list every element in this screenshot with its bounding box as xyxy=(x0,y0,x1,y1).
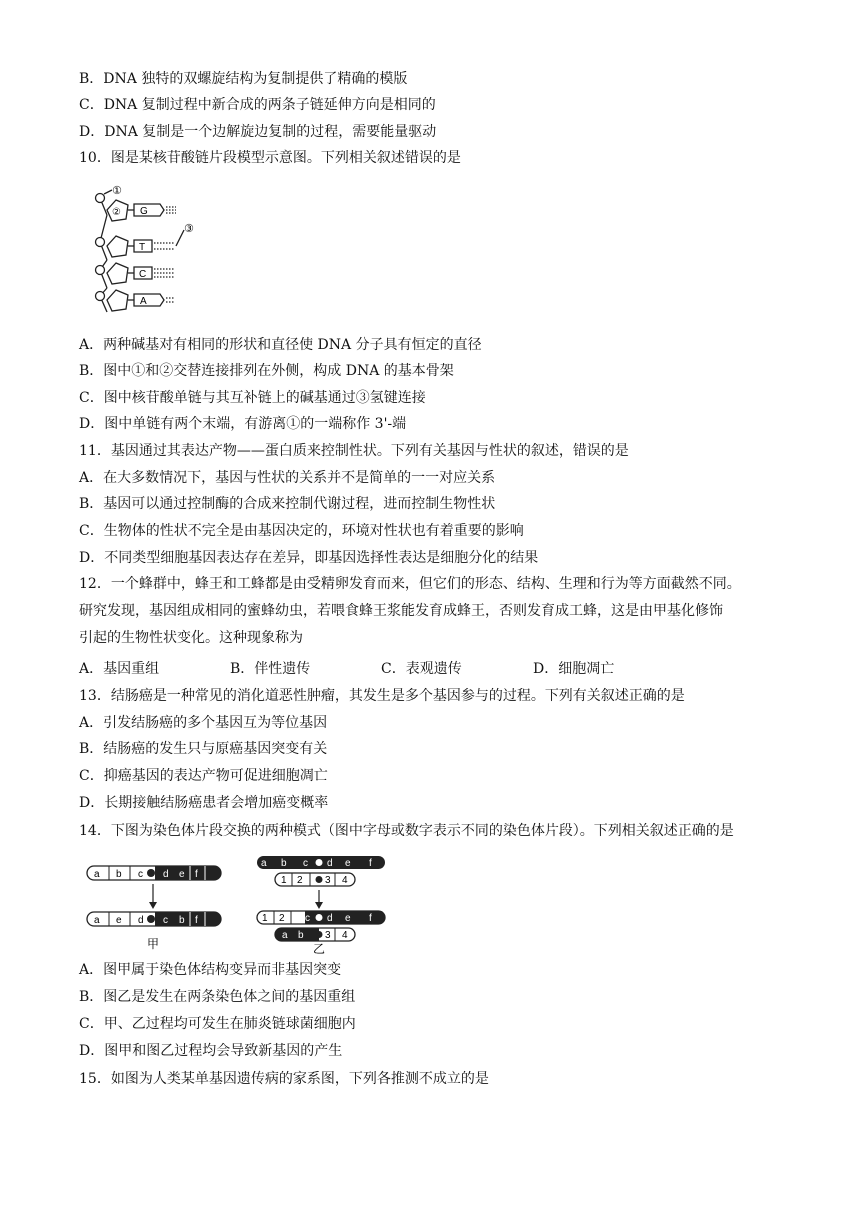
yi-top1-seg-a: a xyxy=(261,858,267,869)
base-label-g: G xyxy=(140,206,148,217)
q12-option-a: A．基因重组 xyxy=(79,661,160,677)
q12-stem-line1: 12．一个蜂群中，蜂王和工蜂都是由受精卵发育而来，但它们的形态、结构、生理和行为等方面截然不同。 xyxy=(79,576,741,592)
yi-top1-seg-e: e xyxy=(345,858,351,869)
jia-bottom-seg-d: d xyxy=(138,915,144,926)
q14-option-d: D．图甲和图乙过程均会导致新基因的产生 xyxy=(79,1043,343,1059)
nucleotide-chain-figure xyxy=(88,180,208,325)
yi-top1-seg-b: b xyxy=(281,858,287,869)
jia-top-seg-d: d xyxy=(163,869,169,880)
q13-stem: 13．结肠癌是一种常见的消化道恶性肿瘤，其发生是多个基因参与的过程。下列有关叙述正确的是 xyxy=(79,688,685,704)
yi-bottom1-seg-2: 2 xyxy=(279,913,285,924)
yi-top2-seg-3: 3 xyxy=(325,875,331,886)
yi-top-chromosome-2 xyxy=(275,873,355,886)
yi-bottom1-seg-1: 1 xyxy=(262,913,268,924)
q11-option-b: B．基因可以通过控制酶的合成来控制代谢过程，进而控制生物性状 xyxy=(79,496,496,512)
yi-bottom2-seg-a: a xyxy=(282,930,288,941)
q10-option-d: D．图中单链有两个末端，有游离①的一端称作 3'-端 xyxy=(79,416,407,432)
marker-3: ③ xyxy=(184,223,194,235)
jia-bottom-seg-e: e xyxy=(116,915,122,926)
yi-top2-seg-1: 1 xyxy=(281,875,287,886)
yi-bottom1-seg-f: f xyxy=(369,913,372,924)
base-label-c: C xyxy=(139,269,147,280)
q12-option-c: C．表观遗传 xyxy=(381,661,462,677)
jia-top-seg-a: a xyxy=(94,869,100,880)
jia-top-seg-e: e xyxy=(179,869,185,880)
q13-option-b: B．结肠癌的发生只与原癌基因突变有关 xyxy=(79,741,328,757)
yi-bottom2-seg-4: 4 xyxy=(342,930,348,941)
q9-option-c: C．DNA 复制过程中新合成的两条子链延伸方向是相同的 xyxy=(79,97,436,113)
jia-bottom-seg-c: c xyxy=(163,915,168,926)
yi-bottom2-seg-b: b xyxy=(298,930,304,941)
yi-top1-seg-c: c xyxy=(303,858,308,869)
q9-option-d: D．DNA 复制是一个边解旋边复制的过程，需要能量驱动 xyxy=(79,124,437,140)
yi-top-chromosome-1 xyxy=(257,856,385,869)
q12-option-b: B．伴性遗传 xyxy=(230,661,311,677)
marker-1: ① xyxy=(112,185,122,197)
jia-bottom-seg-f: f xyxy=(195,915,198,926)
q13-option-d: D．长期接触结肠癌患者会增加癌变概率 xyxy=(79,795,329,811)
yi-bottom1-seg-e: e xyxy=(345,913,351,924)
yi-bottom-chromosome-1 xyxy=(257,911,385,924)
q14-option-c: C．甲、乙过程均可发生在肺炎链球菌细胞内 xyxy=(79,1016,356,1032)
q11-option-a: A．在大多数情况下，基因与性状的关系并不是简单的一一对应关系 xyxy=(79,470,496,486)
yi-top1-seg-f: f xyxy=(369,858,372,869)
q11-option-c: C．生物体的性状不完全是由基因决定的，环境对性状也有着重要的影响 xyxy=(79,523,524,539)
jia-top-seg-f: f xyxy=(195,869,198,880)
q9-option-b: B．DNA 独特的双螺旋结构为复制提供了精确的模版 xyxy=(79,71,408,87)
q10-option-a: A．两种碱基对有相同的形状和直径使 DNA 分子具有恒定的直径 xyxy=(79,337,482,353)
yi-top2-seg-2: 2 xyxy=(297,875,303,886)
q14-stem: 14．下图为染色体片段交换的两种模式（图中字母或数字表示不同的染色体片段）。下列相关叙述正确的是 xyxy=(79,823,734,839)
q13-option-c: C．抑癌基因的表达产物可促进细胞凋亡 xyxy=(79,768,328,784)
jia-top-seg-c: c xyxy=(138,869,143,880)
q11-option-d: D．不同类型细胞基因表达存在差异，即基因选择性表达是细胞分化的结果 xyxy=(79,550,539,566)
q12-stem-line2: 研究发现，基因组成相同的蜜蜂幼虫，若喂食蜂王浆能发育成蜂王，否则发育成工蜂，这是由甲基化修饰 xyxy=(79,603,723,619)
jia-top-chromosome xyxy=(87,866,221,880)
label-yi: 乙 xyxy=(313,942,326,954)
jia-top-seg-b: b xyxy=(116,869,122,880)
label-jia: 甲 xyxy=(147,937,160,951)
base-label-a: A xyxy=(140,296,147,307)
q11-stem: 11．基因通过其表达产物——蛋白质来控制性状。下列有关基因与性状的叙述，错误的是 xyxy=(79,443,629,459)
q15-stem: 15．如图为人类某单基因遗传病的家系图，下列各推测不成立的是 xyxy=(79,1071,489,1087)
yi-top2-seg-4: 4 xyxy=(342,875,348,886)
chromosome-exchange-figure xyxy=(85,852,395,954)
yi-bottom-chromosome-2 xyxy=(275,928,355,941)
q10-option-b: B．图中①和②交替连接排列在外侧，构成 DNA 的基本骨架 xyxy=(79,363,454,379)
q14-option-a: A．图甲属于染色体结构变异而非基因突变 xyxy=(79,962,342,978)
q13-option-a: A．引发结肠癌的多个基因互为等位基因 xyxy=(79,715,328,731)
yi-bottom1-seg-c: c xyxy=(305,913,310,924)
jia-bottom-seg-b: b xyxy=(179,915,185,926)
marker-2: ② xyxy=(112,207,121,218)
yi-bottom1-seg-d: d xyxy=(327,913,333,924)
jia-bottom-chromosome xyxy=(87,912,221,926)
yi-top1-seg-d: d xyxy=(327,858,333,869)
base-label-t: T xyxy=(139,242,146,253)
q10-option-c: C．图中核苷酸单链与其互补链上的碱基通过③氢键连接 xyxy=(79,390,426,406)
jia-bottom-seg-a: a xyxy=(94,915,100,926)
yi-bottom2-seg-3: 3 xyxy=(325,930,331,941)
q10-stem: 10．图是某核苷酸链片段模型示意图。下列相关叙述错误的是 xyxy=(79,150,461,166)
q12-option-d: D．细胞凋亡 xyxy=(533,661,615,677)
q14-option-b: B．图乙是发生在两条染色体之间的基因重组 xyxy=(79,989,356,1005)
q12-stem-line3: 引起的生物性状变化。这种现象称为 xyxy=(79,630,303,646)
